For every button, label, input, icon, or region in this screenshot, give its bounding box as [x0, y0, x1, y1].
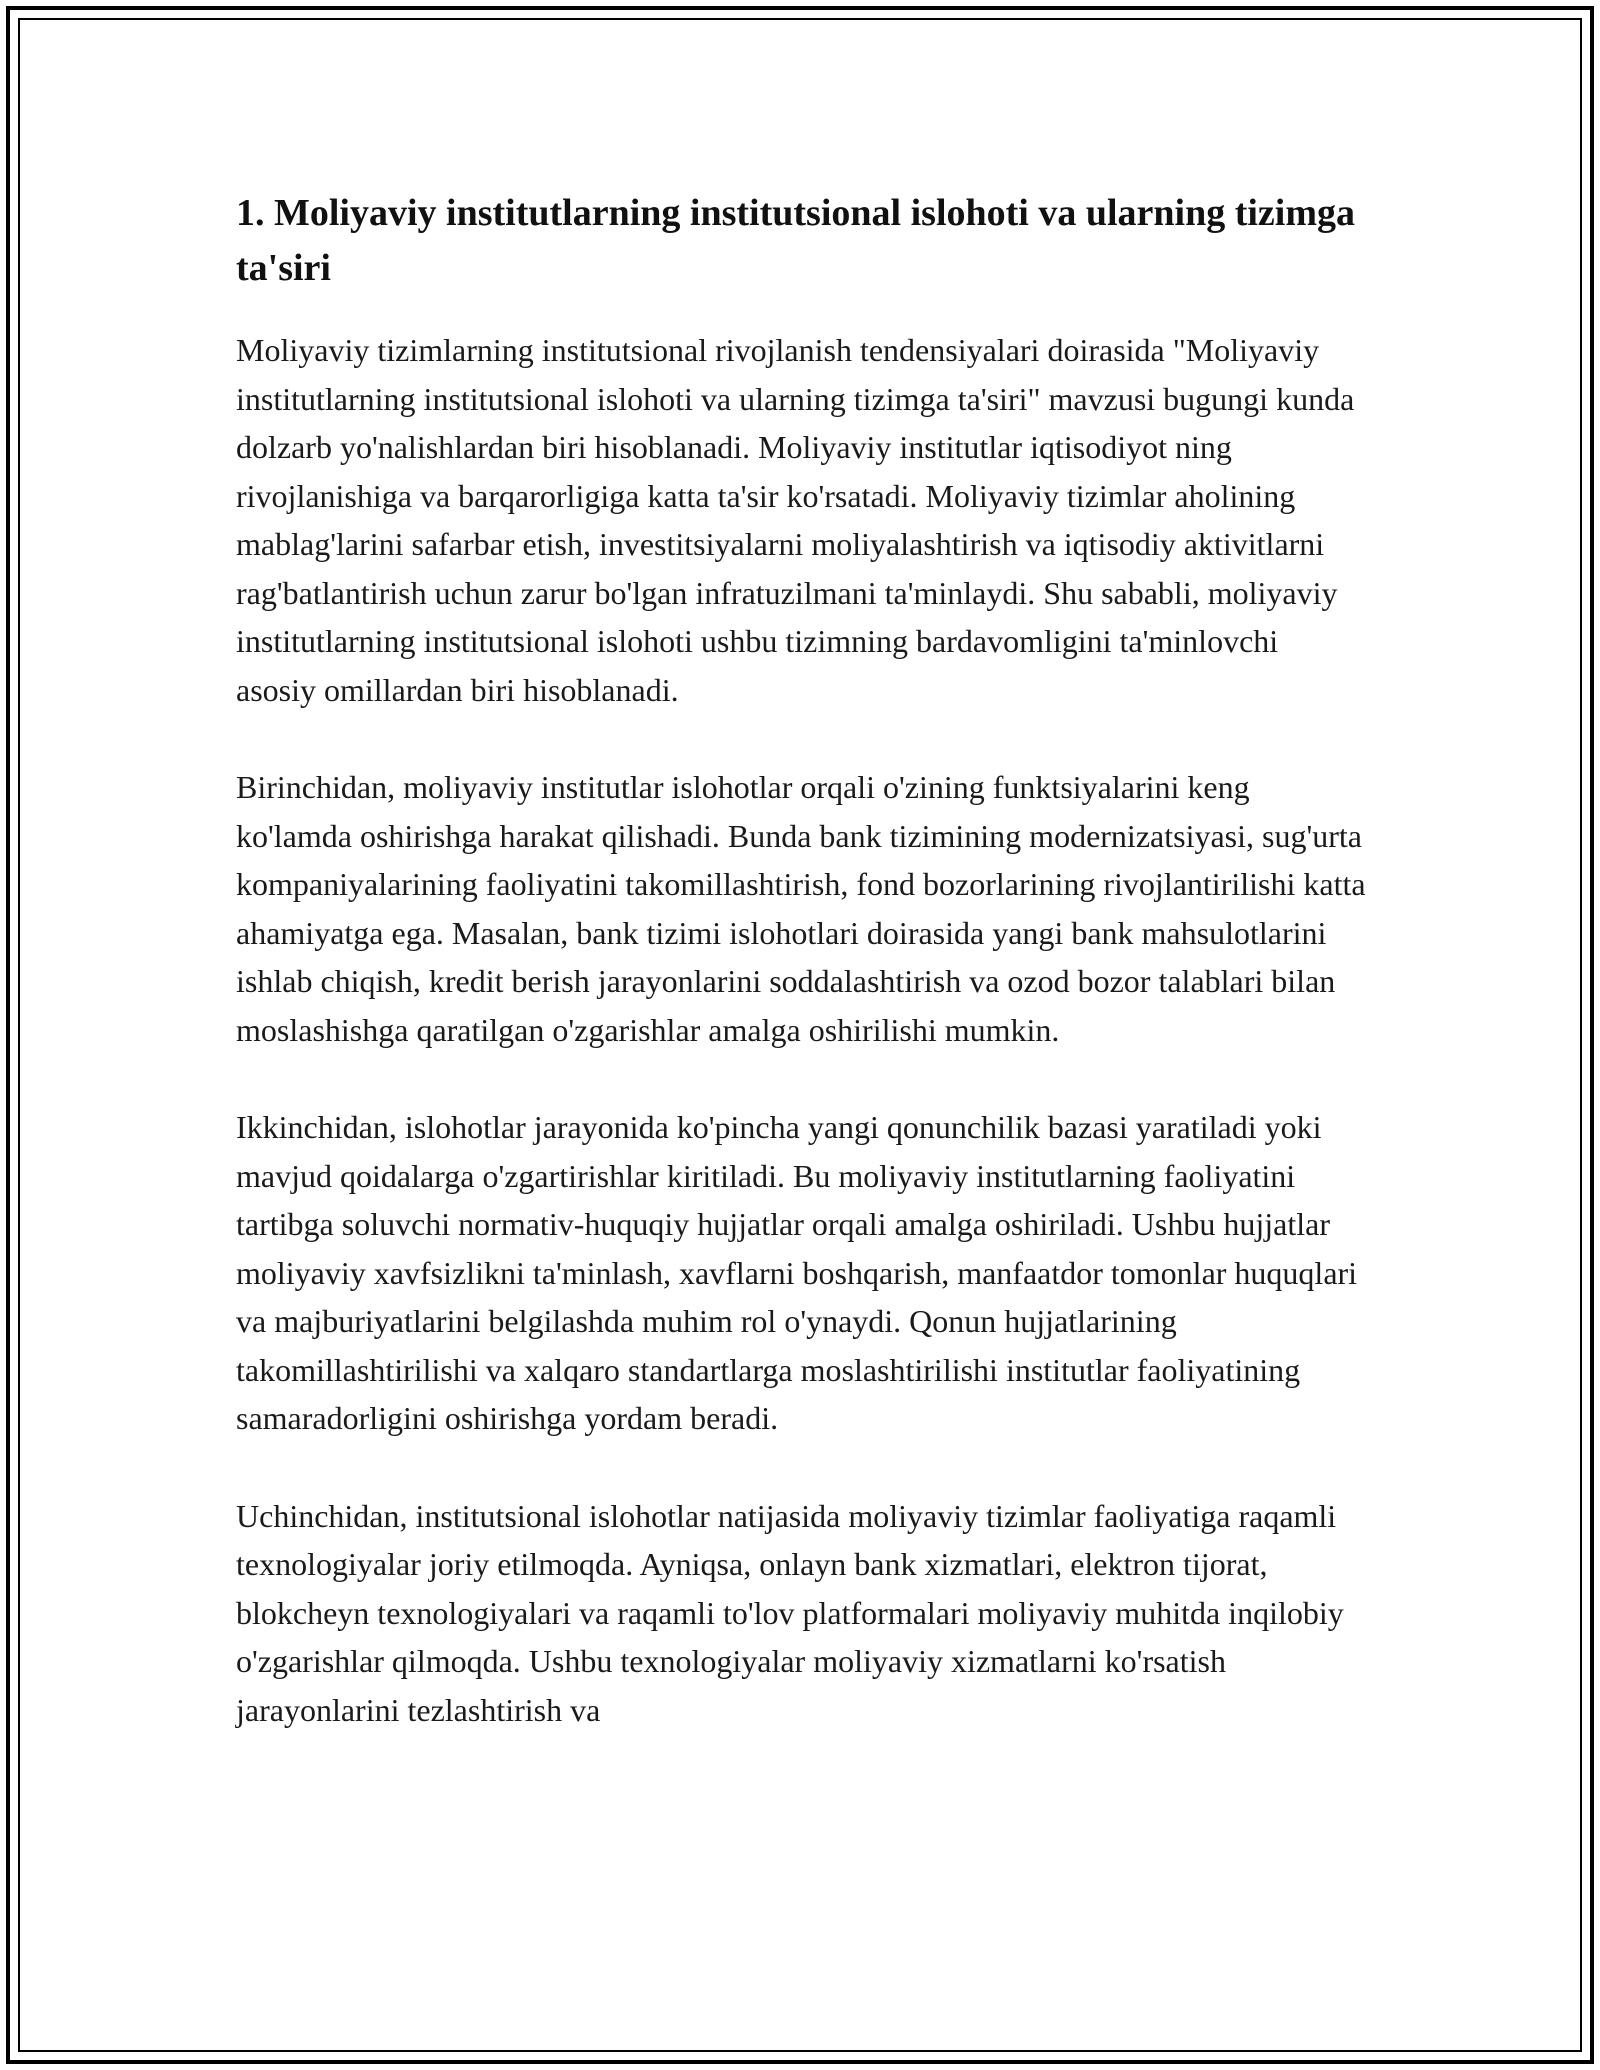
paragraph-third: Uchinchidan, institutsional islohotlar natijasida moliyaviy tizimlar faoliyatiga raqamli texnologiyalar joriy etilmoqda. Ayniqsa, onlayn bank xizmatlari, elektron tijorat, blokcheyn texnologiyalari va raqamli to'lov platformalari moliyaviy muhitda inqilobiy o'zgarishlar qilmoqda. Ushbu texnologiyalar moliyaviy xizmatlarni ko'rsatish jarayonlarini tezlashtirish va: [236, 1497, 1344, 1728]
section-heading: 1. Moliyaviy institutlarning institutsional islohoti va ularning tizimga ta'siri: [236, 192, 1356, 289]
document-page: [236, 186, 1366, 1783]
paragraph-first: Birinchidan, moliyaviy institutlar islohotlar orqali o'zining funktsiyalarini keng ko'lamda oshirishga harakat qilishadi. Bunda bank tizimining modernizatsiyasi, sug'urta kompaniyalarining faoliyatini takomillashtirish, fond bozorlarining rivojlantirilishi katta ahamiyatga ega. Masalan, bank tizimi islohotlari doirasida yangi bank mahsulotlarini ishlab chiqish, kredit berish jarayonlarini soddalashtirish va ozod bozor talablari bilan moslashishga qaratilgan o'zgarishlar amalga oshirilishi mumkin.: [236, 769, 1366, 1048]
paragraph-second: Ikkinchidan, islohotlar jarayonida ko'pincha yangi qonunchilik bazasi yaratiladi yoki mavjud qoidalarga o'zgartirishlar kiritiladi. Bu moliyaviy institutlarning faoliyatini tartibga soluvchi normativ-huquqiy hujjatlar orqali amalga oshiriladi. Ushbu hujjatlar moliyaviy xavfsizlikni ta'minlash, xavflarni boshqarish, manfaatdor tomonlar huquqlari va majburiyatlarini belgilashda muhim rol o'ynaydi. Qonun hujjatlarining takomillashtirilishi va xalqaro standartlarga moslashtirilishi institutlar faoliyatining samaradorligini oshirishga yordam beradi.: [236, 1109, 1358, 1436]
paragraph-intro: Moliyaviy tizimlarning institutsional rivojlanish tendensiyalari doirasida "Moliyaviy institutlarning institutsional islohoti va ularning tizimga ta'siri" mavzusi bugungi kunda dolzarb yo'nalishlardan biri hisoblanadi. Moliyaviy institutlar iqtisodiyot ning rivojlanishiga va barqarorligiga katta ta'sir ko'rsatadi. Moliyaviy tizimlar aholining mablag'larini safarbar etish, investitsiyalarni moliyalashtirish va iqtisodiy aktivitlarni rag'batlantirish uchun zarur bo'lgan infratuzilmani ta'minlaydi. Shu sababli, moliyaviy institutlarning institutsional islohoti ushbu tizimning bardavomligini ta'minlovchi asosiy omillardan biri hisoblanadi.: [236, 332, 1355, 708]
